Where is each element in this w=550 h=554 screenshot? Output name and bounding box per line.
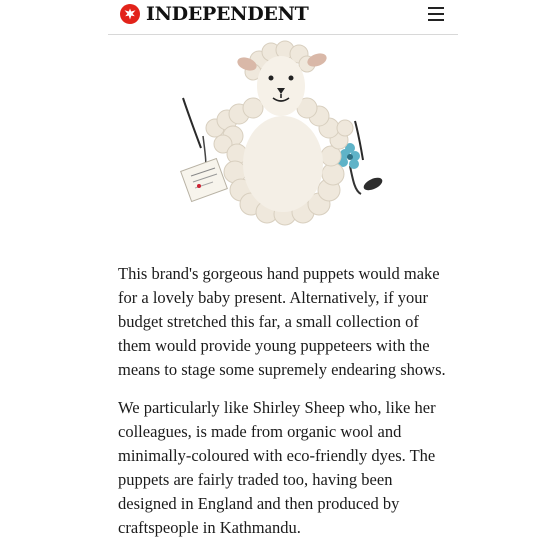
eagle-icon xyxy=(120,4,140,24)
article-body xyxy=(118,262,453,554)
article-paragraph: This brand's gorgeous hand puppets would make for a lovely baby present. Alternatively, if your budget stretched this far, a small collection of them would provide young puppeteers with the means to stage some supremely endearing shows. xyxy=(118,264,446,379)
site-logo[interactable] xyxy=(120,3,309,25)
sheep-hand-puppet-icon xyxy=(175,36,385,236)
hamburger-menu-icon[interactable] xyxy=(428,7,444,21)
brand-name: INDEPENDENT xyxy=(146,3,309,25)
site-header xyxy=(108,0,458,35)
article-paragraph: We particularly like Shirley Sheep who, like her colleagues, is made from organic wool and minimally-coloured with eco-friendly dyes. The puppets are fairly traded too, having been designed in England and then produced by craftspeople in Kathmandu. xyxy=(118,398,436,537)
